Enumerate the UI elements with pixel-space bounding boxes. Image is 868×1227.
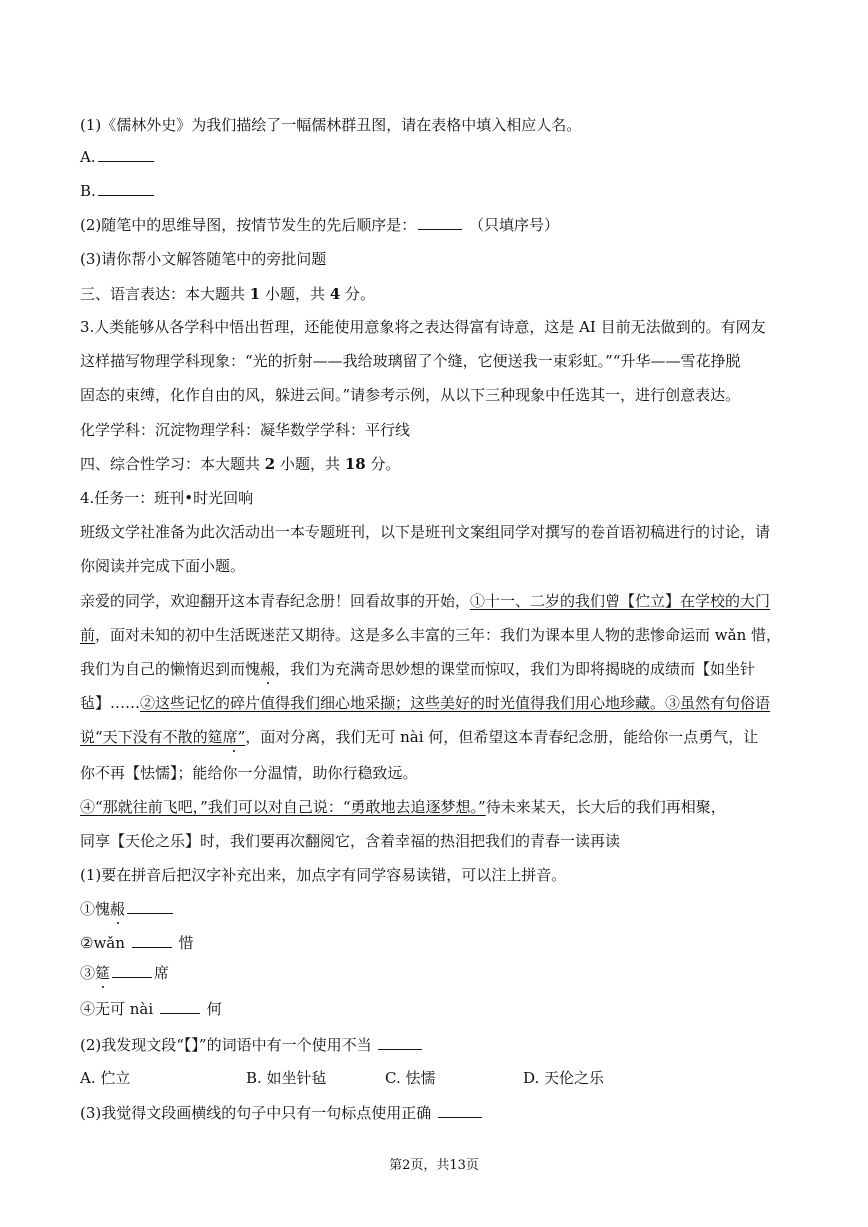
question-1-1: (1)《儒林外史》为我们描绘了一幅儒林群丑图，请在表格中填入相应人名。 [80,116,582,134]
answer-blank[interactable] [127,898,173,914]
answer-blank[interactable] [418,214,462,230]
question-4-title: 4.任务一：班刊•时光回响 [80,489,254,507]
passage-line: 说“天下没有不散的筵席”，面对分离，我们无可 nài 何，但希望这本青春纪念册，能给你一点勇气，让 [80,728,759,746]
question-1-2: (2)随笔中的思维导图，按情节发生的先后顺序是： （只填序号） [80,216,560,234]
section-3-heading: 三、语言表达：本大题共 1 小题，共 4 分。 [80,285,376,303]
question-3-line: 3.人类能够从各学科中悟出哲理，还能使用意象将之表达得富有诗意，这是 AI 目前无法做到的。有网友 [80,318,766,336]
answer-b-line: B. [80,180,156,202]
passage-line: 毡】……②这些记忆的碎片值得我们细心地采撷；这些美好的时光值得我们用心地珍藏。③虽然有句俗语 [80,694,771,712]
answer-blank[interactable] [132,932,172,948]
answer-blank[interactable] [98,180,154,196]
passage-line: ④“那就往前飞吧，”我们可以对自己说：“勇敢地去追逐梦想。”待未来某天，长大后的我们再相聚， [80,798,726,816]
passage-line: 我们为自己的懒惰迟到而愧赧，我们为充满奇思妙想的课堂而惊叹，我们为即将揭晓的成绩而【如坐针 [80,660,756,678]
fill-item-3: ③筵 席 [80,964,170,982]
passage-line: 你不再【怯懦】；能给你一分温情，助你行稳致远。 [80,764,418,782]
page-footer: 第2页，共13页 [389,1158,479,1173]
question-1-3: (3)请你帮小文解答随笔中的旁批问题 [80,250,327,268]
sub-question-1: (1)要在拼音后把汉字补充出来，加点字有同学容易读错，可以注上拼音。 [80,866,567,884]
passage-line: 前，面对未知的初中生活既迷茫又期待。这是多么丰富的三年：我们为课本里人物的悲惨命运而 wǎn 惜， [80,626,781,644]
fill-item-1: ①愧赧 [80,898,175,920]
fill-item-4: ④无可 nài 何 [80,1000,222,1018]
answer-blank[interactable] [438,1102,482,1118]
section-4-heading: 四、综合性学习：本大题共 2 小题，共 18 分。 [80,455,401,473]
question-4-line: 你阅读并完成下面小题。 [80,557,246,575]
option-b[interactable]: B. 如坐针毡 [246,1069,327,1087]
passage-line: 同享【天伦之乐】时，我们要再次翻阅它，含着幸福的热泪把我们的青春一读再读 [80,832,621,850]
answer-a-line: A. [80,146,156,168]
sub-question-2: (2)我发现文段“【】”的词语中有一个使用不当 [80,1034,424,1056]
question-3-line: 化学学科：沉淀物理学科：凝华数学学科：平行线 [80,421,411,439]
question-4-line: 班级文学社准备为此次活动出一本专题班刊，以下是班刊文案组同学对撰写的卷首语初稿进行的讨论，请 [80,523,771,541]
question-3-line: 这样描写物理学科现象：“光的折射——我给玻璃留了个缝，它便送我一束彩虹。”“升华——雪花挣脱 [80,352,741,370]
answer-blank[interactable] [98,146,154,162]
answer-blank[interactable] [378,1034,422,1050]
sub-question-3: (3)我觉得文段画横线的句子中只有一句标点使用正确 [80,1102,484,1124]
fill-item-2: ②wǎn 惜 [80,934,194,952]
answer-blank[interactable] [112,962,152,978]
option-c[interactable]: C. 怯懦 [385,1069,436,1087]
option-a[interactable]: A. 伫立 [80,1069,131,1087]
passage-line: 亲爱的同学，欢迎翻开这本青春纪念册！回看故事的开始，①十一、二岁的我们曾【伫立】在学校的大门 [80,592,771,610]
question-3-line: 固态的束缚，化作自由的风，躲进云间。”请参考示例，从以下三种现象中任选其一，进行创意表达。 [80,386,741,404]
answer-blank[interactable] [160,998,200,1014]
option-d[interactable]: D. 天伦之乐 [523,1069,605,1087]
